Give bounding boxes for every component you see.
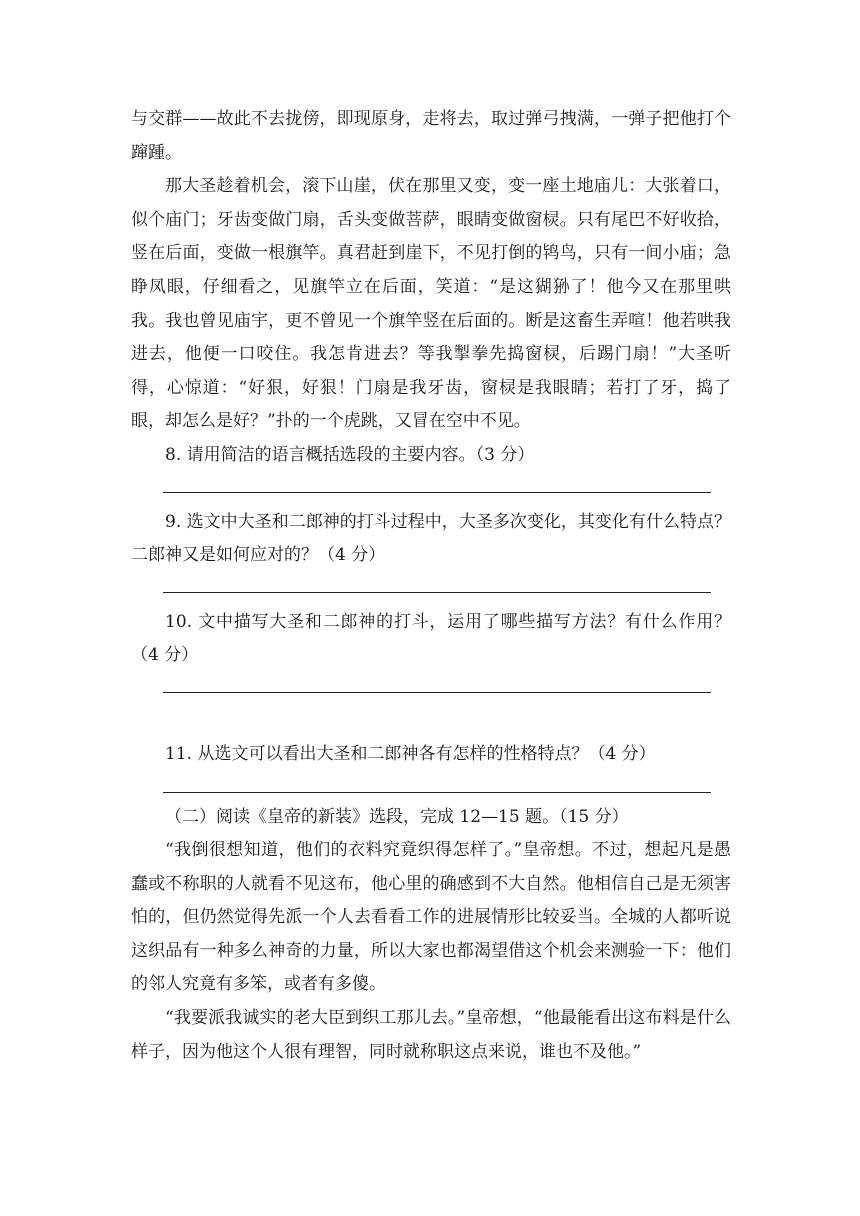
question-10: 10. 文中描写大圣和二郎神的打斗，运用了哪些描写方法？有什么作用？（4 分） (131, 611, 731, 666)
passage-paragraph-continued: 与交群——故此不去拢傍，即现原身，走将去，取过弹弓拽满，一弹子把他打个蹿踵。 (131, 109, 731, 163)
section-paragraph: “我要派我诚实的老大臣到织工那儿去。”皇帝想，“他最能看出这布料是什么样子，因为他这个人很有理智，同时就称职这点来说，谁也不及他。” (131, 1008, 731, 1062)
question-9: 9. 选文中大圣和二郎神的打斗过程中，大圣多次变化，其变化有什么特点？二郎神又是如何应对的？（4 分） (131, 511, 731, 566)
section-heading: （二）阅读《皇帝的新装》选段，完成 12—15 题。（15 分） (165, 806, 629, 827)
passage-paragraph: 那大圣趁着机会，滚下山崖，伏在那里又变，变一座土地庙儿：大张着口，似个庙门；牙齿变做门扇，舌头变做菩萨，眼睛变做窗棂。只有尾巴不好收拾，竖在后面，变做一根旗竿。真君赶到崖下，不见打倒的鸨鸟，只有一间小庙；急睁凤眼，仔细看之，见旗竿立在后面，笑道：“是这猢狲了！他今又在那里哄我。我也曾见庙宇，更不曾见一个旗竿竖在后面的。断是这畜生弄喧！他若哄我进去，他便一口咬住。我怎肯进去？等我掣拳先捣窗棂，后踢门扇！”大圣听得，心惊道：“好狠，好狠！门扇是我牙齿，窗棂是我眼睛；若打了牙，捣了眼，却怎么是好？”扑的一个虎跳，又冒在空中不见。 (131, 176, 731, 432)
question-11: 11. 从选文可以看出大圣和二郎神各有怎样的性格特点？（4 分） (165, 743, 656, 764)
section-paragraph: “我倒很想知道，他们的衣料究竟织得怎样了。”皇帝想。不过，想起凡是愚蠢或不称职的人就看不见这布，他心里的确感到不大自然。他相信自己是无须害怕的，但仍然觉得先派一个人去看看工作的进展情形比较妥当。全城的人都听说这织品有一种多么神奇的力量，所以大家也都渴望借这个机会来测验一下：他们的邻人究竟有多笨，或者有多傻。 (131, 840, 731, 995)
question-8: 8. 请用简洁的语言概括选段的主要内容。（3 分） (165, 444, 535, 465)
page-content (131, 103, 731, 1069)
